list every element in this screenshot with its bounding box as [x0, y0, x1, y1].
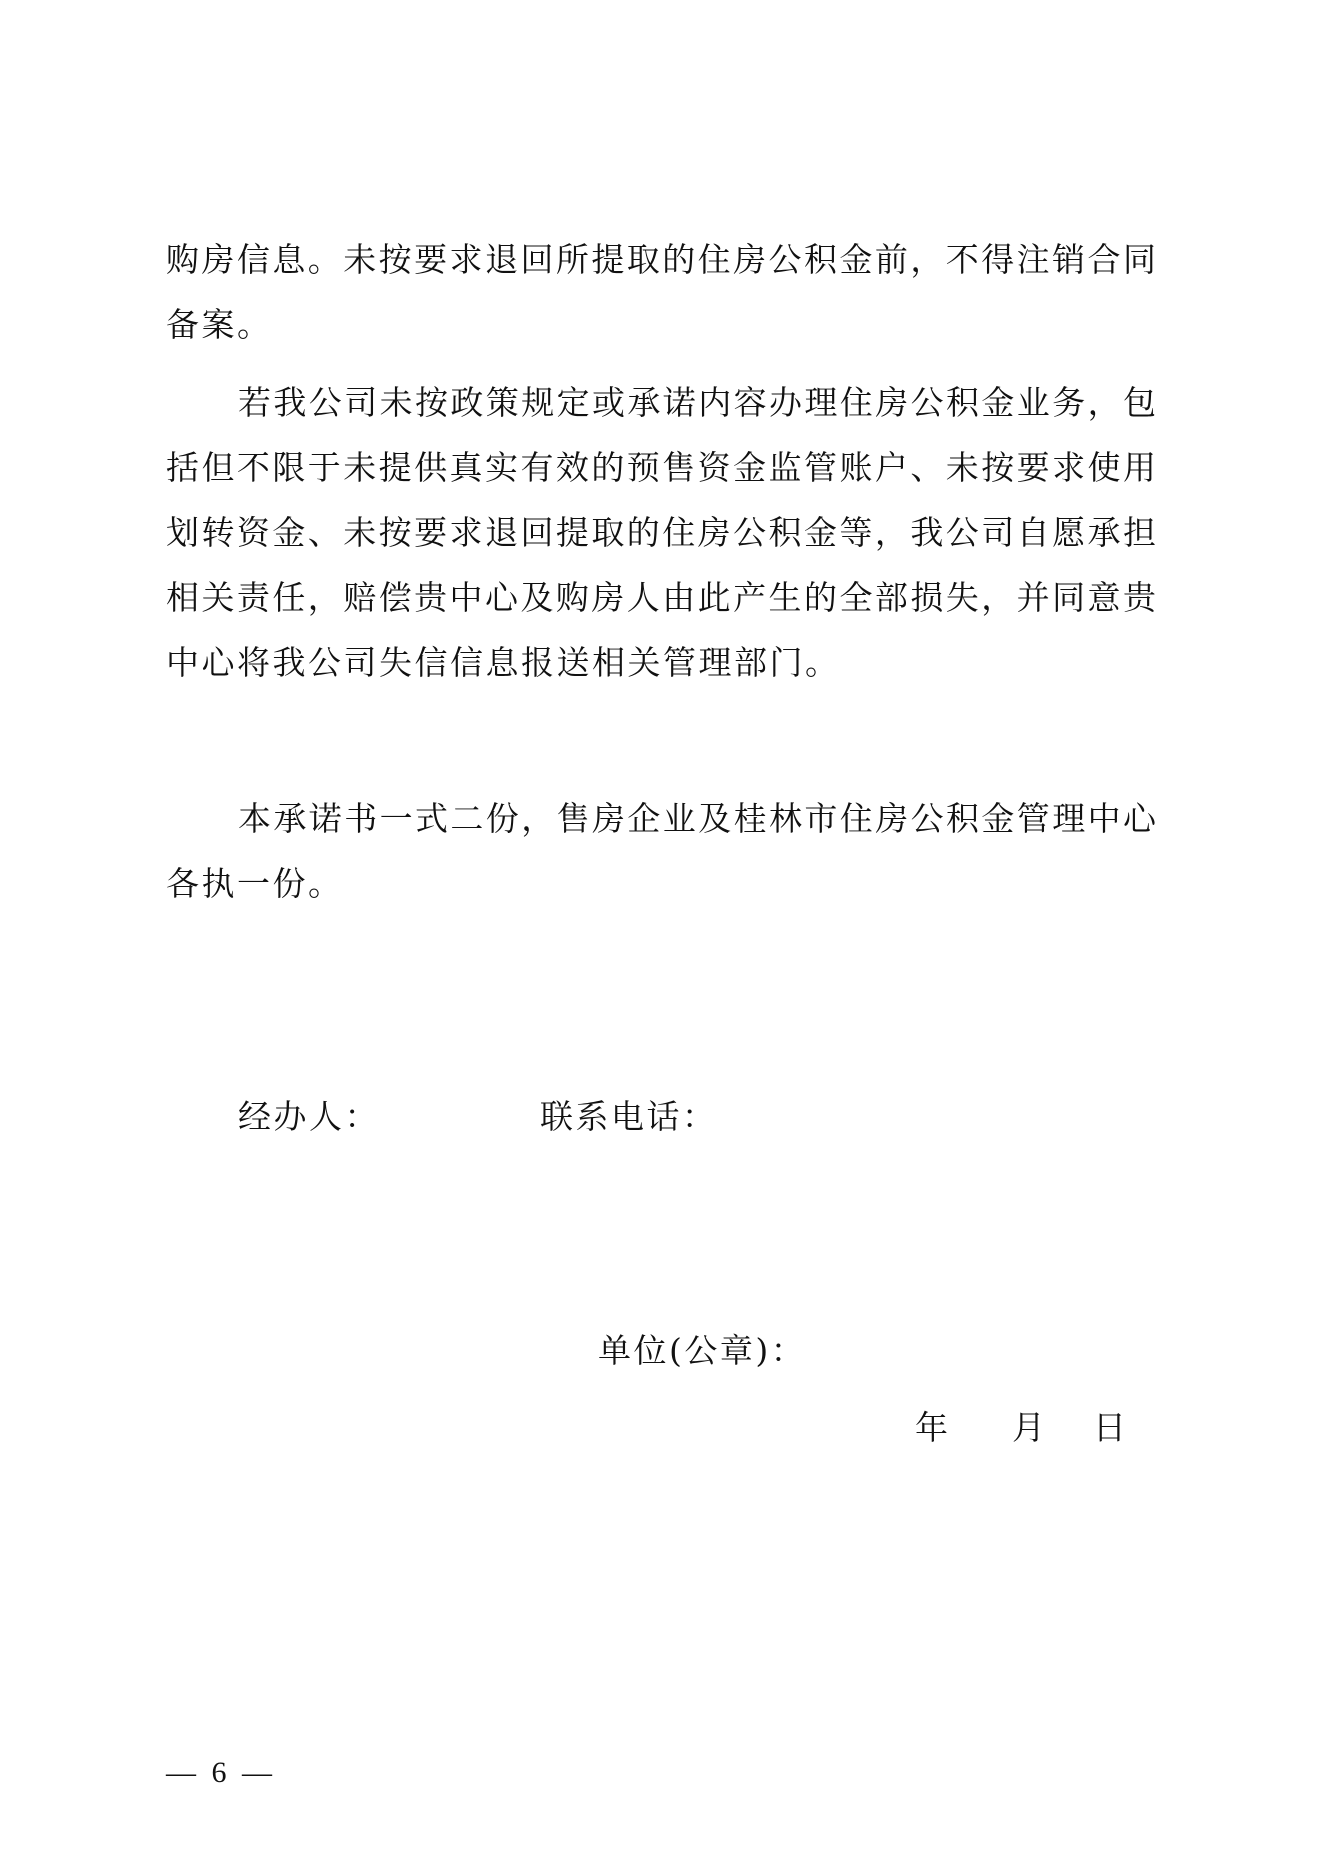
paragraph-2-line-4: 相关责任，赔偿贵中心及购房人由此产生的全部损失，并同意贵	[166, 578, 1156, 617]
date-year-label: 年	[915, 1408, 951, 1447]
paragraph-1-line-1: 购房信息。未按要求退回所提取的住房公积金前，不得注销合同	[166, 240, 1156, 279]
date-day-label: 日	[1093, 1408, 1129, 1447]
date-month-label: 月	[1012, 1408, 1048, 1447]
page-number: — 6 —	[166, 1756, 276, 1789]
handler-label: 经办人：	[238, 1097, 380, 1136]
paragraph-2-line-3: 划转资金、未按要求退回提取的住房公积金等，我公司自愿承担	[166, 513, 1156, 552]
paragraph-2-line-1: 若我公司未按政策规定或承诺内容办理住房公积金业务，包	[238, 383, 1156, 422]
paragraph-2-line-5: 中心将我公司失信信息报送相关管理部门。	[166, 643, 841, 682]
paragraph-3-line-1: 本承诺书一式二份，售房企业及桂林市住房公积金管理中心	[238, 799, 1156, 838]
paragraph-2-line-2: 括但不限于未提供真实有效的预售资金监管账户、未按要求使用	[166, 448, 1156, 487]
paragraph-3-line-2: 各执一份。	[166, 864, 344, 903]
paragraph-1-line-2: 备案。	[166, 305, 273, 344]
phone-label: 联系电话：	[540, 1097, 718, 1136]
company-seal-label: 单位(公章)：	[598, 1331, 807, 1370]
